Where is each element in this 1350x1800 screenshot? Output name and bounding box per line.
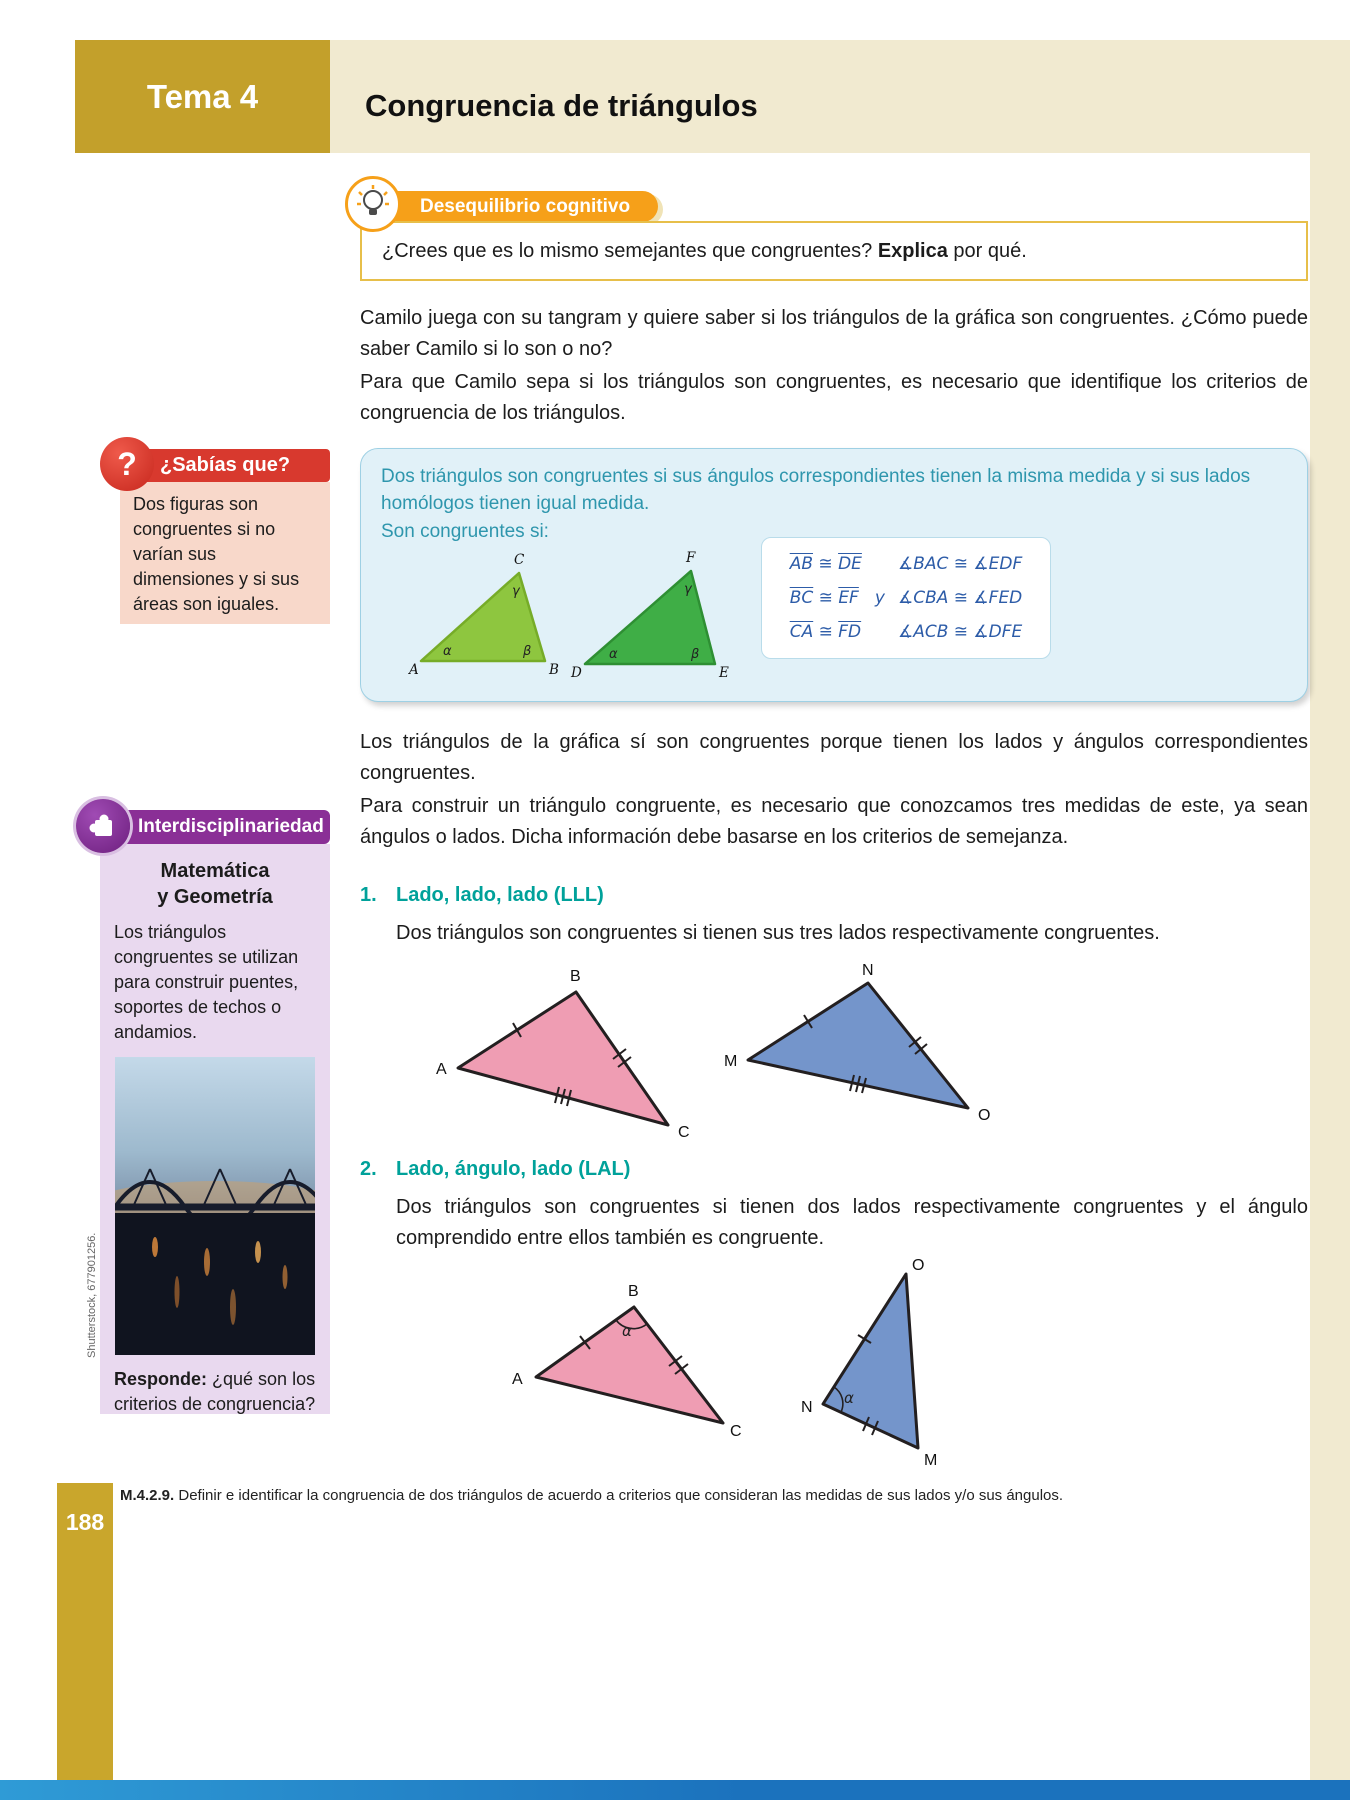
lal-triangles-figure	[396, 1256, 1308, 1481]
vertex-d: D	[571, 665, 582, 681]
segment-ef: $\overline{EF}$	[838, 588, 859, 608]
congruence-subtitle: Son congruentes si:	[381, 521, 549, 542]
page-number: 188	[65, 1509, 105, 1535]
side-congruences	[790, 547, 862, 649]
lll-triangles-figure	[396, 962, 1308, 1152]
segment-de: $\overline{DE}$	[838, 554, 862, 574]
vertex-a: A	[409, 662, 419, 678]
sabias-que-title: ¿Sabías que?	[160, 454, 291, 476]
interdisciplinary-badge	[100, 810, 330, 844]
vertex-f: F	[686, 550, 696, 566]
responde-text: ¿qué son los criterios de congruencia?	[114, 1369, 316, 1414]
photo-credit: Shutterstock, 677901256.	[86, 1232, 98, 1358]
lll-pink-triangle	[458, 992, 668, 1125]
segment-fd: $\overline{FD}$	[838, 622, 862, 642]
congruence-equations-box	[761, 537, 1051, 659]
sabias-que-body-box	[120, 482, 330, 624]
puzzle-glyph	[86, 809, 120, 843]
segment-ca: $\overline{CA}$	[789, 622, 814, 642]
question-mark-icon	[100, 437, 154, 491]
angle-congruence-row: ∡CBA ≅ ∡FED	[897, 588, 1023, 608]
congruence-definition-text: Dos triángulos son congruentes si sus ángulos correspondientes tienen la misma medida y si sus lados homólogos tienen igual medida.	[381, 466, 1251, 514]
angle-alpha-pink: α	[622, 1322, 632, 1340]
side-congruence-row	[790, 615, 862, 649]
responde-label: Responde:	[114, 1369, 208, 1389]
criterion-1-text: Dos triángulos son congruentes si tienen sus tres lados respectivamente congruentes.	[396, 922, 1160, 944]
lightbulb-icon	[345, 176, 401, 232]
segment-bc: $\overline{BC}$	[789, 588, 814, 608]
standard-footnote	[120, 1487, 1270, 1504]
interdisciplinary-box	[100, 844, 330, 1414]
vertex-b: B	[628, 1283, 639, 1300]
vertex-m: M	[924, 1452, 938, 1469]
right-margin-band	[1310, 40, 1350, 1780]
responde-question	[114, 1367, 316, 1417]
intro-paragraph-1: Camilo juega con su tangram y quiere saber si los triángulos de la gráfica son congruentes. ¿Cómo puede saber Camilo si lo son o no?	[360, 307, 1308, 360]
cognitive-badge-label: Desequilibrio cognitivo	[420, 195, 631, 217]
page-number-strip	[57, 1483, 113, 1780]
question-post: por qué.	[947, 239, 1027, 262]
angle-alpha-blue: α	[844, 1389, 854, 1407]
angle-congruences	[898, 547, 1022, 649]
bottom-color-bar	[0, 1780, 1350, 1800]
question-pre: ¿Crees que es lo mismo semejantes que congruentes?	[382, 239, 878, 262]
construction-paragraph: Para construir un triángulo congruente, es necesario que conozcamos tres medidas de este, ya sean ángulos o lados. Dicha información debe basarse en los criterios de semejanza.	[360, 795, 1308, 848]
lll-blue-triangle	[748, 983, 968, 1108]
vertex-o: O	[978, 1107, 991, 1124]
tema-badge	[75, 40, 330, 153]
question-bold: Explica	[877, 239, 948, 262]
criterion-2-title: Lado, ángulo, lado (LAL)	[396, 1158, 631, 1180]
green-triangles-figure	[373, 549, 763, 694]
congruent-symbol: ≅	[818, 622, 833, 642]
standard-text: Definir e identificar la congruencia de dos triángulos de acuerdo a criterios que consideran las medidas de sus lados y/o sus ángulos.	[174, 1487, 1064, 1504]
vertex-n: N	[801, 1399, 813, 1416]
interdisciplinary-text: Los triángulos congruentes se utilizan para construir puentes, soportes de techos o andamios.	[114, 922, 299, 1042]
question-mark-glyph: ?	[117, 445, 137, 482]
vertex-m: M	[724, 1053, 738, 1070]
angle-gamma-2: γ	[684, 582, 692, 597]
heading-line-1: Matemática	[160, 860, 270, 882]
interdisciplinary-heading	[114, 858, 316, 910]
intro-paragraph-2: Para que Camilo sepa si los triángulos son congruentes, es necesario que identifique los criterios de congruencia de los triángulos.	[360, 371, 1308, 424]
criterion-1-number: 1.	[360, 884, 377, 906]
angle-alpha-2: α	[609, 647, 618, 662]
vertex-o: O	[912, 1257, 925, 1274]
vertex-a: A	[436, 1061, 447, 1078]
cognitive-badge	[392, 191, 658, 222]
congruent-symbol: ≅	[818, 588, 833, 608]
bridge-silhouette	[115, 1057, 315, 1355]
vertex-b: B	[570, 968, 581, 985]
opening-question-box	[360, 221, 1308, 281]
lightbulb-glyph	[351, 182, 395, 226]
opening-question	[382, 240, 1027, 263]
angle-beta-2: β	[691, 647, 700, 662]
vertex-c: C	[514, 552, 525, 568]
side-congruence-row	[790, 547, 862, 581]
lal-blue-triangle	[823, 1274, 918, 1448]
puzzle-icon	[76, 799, 130, 853]
vertex-b: B	[549, 662, 559, 678]
vertex-e: E	[719, 665, 729, 681]
angle-congruence-row: ∡BAC ≅ ∡EDF	[897, 554, 1023, 574]
sabias-que-body: Dos figuras son congruentes si no varían sus dimensiones y si sus áreas son iguales.	[133, 494, 300, 614]
interdisciplinary-label: Interdisciplinariedad	[138, 816, 324, 837]
bridge-photo	[115, 1057, 315, 1355]
vertex-n: N	[862, 962, 874, 979]
vertex-c: C	[730, 1423, 742, 1440]
conclusion-paragraph: Los triángulos de la gráfica sí son congruentes porque tienen los lados y ángulos correspondientes congruentes.	[360, 731, 1308, 784]
angle-gamma-1: γ	[512, 584, 520, 599]
segment-ab: $\overline{AB}$	[789, 554, 813, 574]
heading-line-2: y Geometría	[157, 886, 273, 908]
angle-alpha-1: α	[443, 644, 452, 659]
criterion-1-title: Lado, lado, lado (LLL)	[396, 884, 604, 906]
and-connector: y	[874, 588, 885, 608]
page-title: Congruencia de triángulos	[365, 88, 758, 123]
congruent-symbol: ≅	[818, 554, 833, 574]
angle-beta-1: β	[523, 644, 532, 659]
angle-congruence-row: ∡ACB ≅ ∡DFE	[897, 622, 1023, 642]
side-congruence-row	[790, 581, 862, 615]
congruence-definition-box	[360, 448, 1308, 702]
tema-label: Tema 4	[146, 77, 259, 115]
vertex-c: C	[678, 1124, 690, 1141]
vertex-a: A	[512, 1371, 523, 1388]
standard-code: M.4.2.9.	[120, 1487, 175, 1504]
criterion-2-text: Dos triángulos son congruentes si tienen dos lados respectivamente congruentes y el ángulo comprendido entre ellos también es congruente.	[396, 1196, 1308, 1249]
criterion-2-number: 2.	[360, 1158, 377, 1180]
